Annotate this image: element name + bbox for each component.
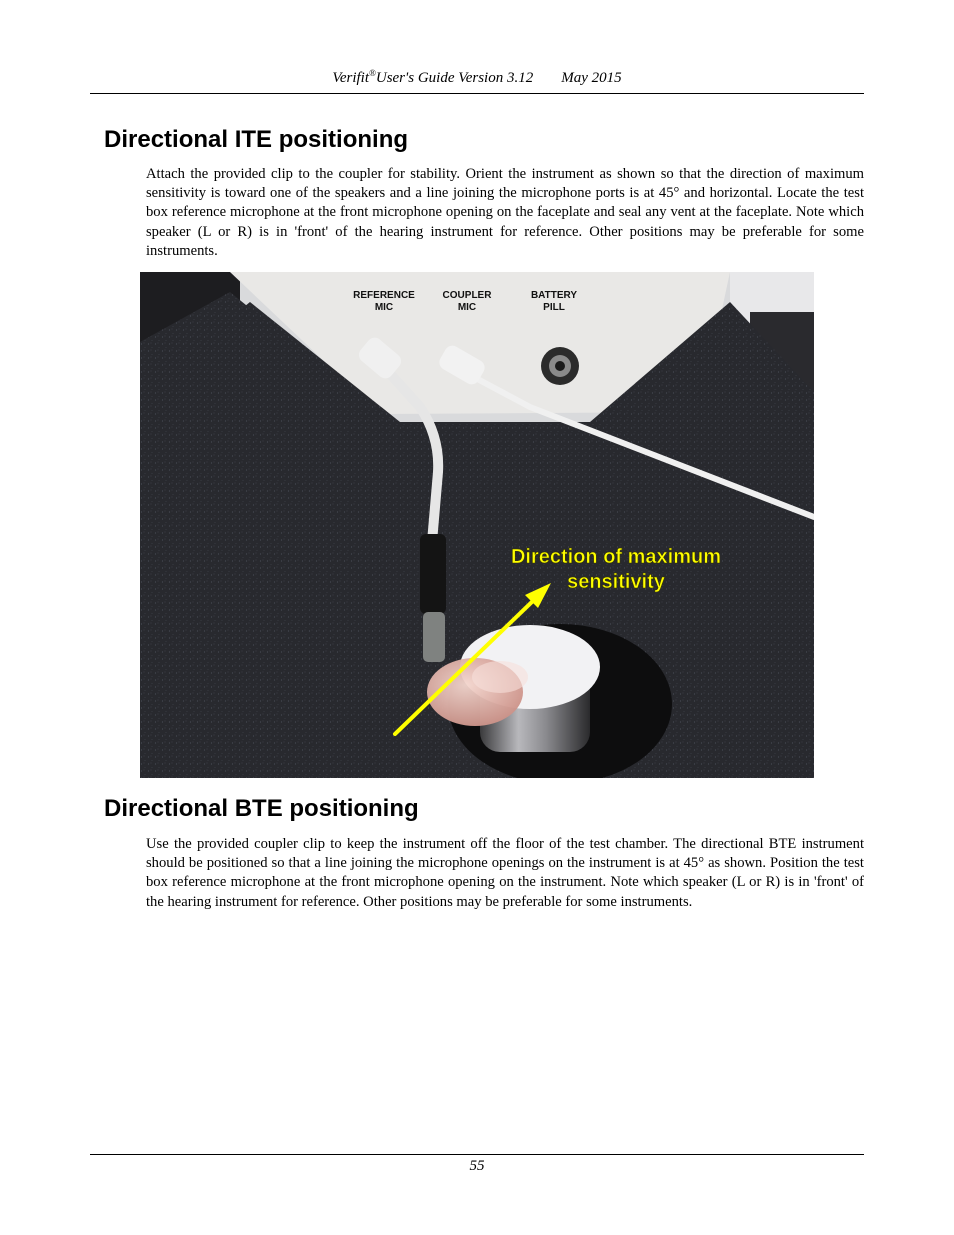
- page-number: 55: [469, 1158, 485, 1174]
- running-header: [90, 68, 864, 87]
- reference-mic-label-2: MIC: [374, 302, 394, 313]
- header-guide: User's Guide Version 3.12: [375, 70, 534, 86]
- microphone-tubing: [420, 534, 446, 614]
- section-title-ite: Directional ITE positioning: [104, 126, 409, 153]
- annotation-line-2: sensitivity: [567, 571, 665, 593]
- header-product: Verifit: [332, 70, 370, 86]
- header-date: May 2015: [561, 70, 622, 86]
- footer-rule: [90, 1154, 864, 1155]
- registered-mark: ®: [369, 68, 376, 78]
- section-title-bte: Directional BTE positioning: [104, 795, 419, 822]
- header-rule: [90, 93, 864, 94]
- battery-pill-label-2: PILL: [543, 302, 565, 313]
- battery-pill-label: BATTERY: [530, 290, 578, 301]
- reference-mic-label: REFERENCE: [353, 290, 415, 301]
- ite-positioning-photo: [140, 272, 814, 778]
- coupler-mic-label: COUPLER: [442, 290, 492, 301]
- coupler-mic-label-2: MIC: [457, 302, 477, 313]
- section-body-bte: Use the provided coupler clip to keep the instrument off the floor of the test chamber. The directional BTE instrument should be positioned so that a line joining the microphone openings on the instrument is at 45° as shown. Position the test box reference microphone at the front microphone opening on the instrument. Note which speaker (L or R) is in 'front' of the hearing instrument for reference. Other positions may be preferable for some instruments.: [146, 836, 864, 910]
- faceplate-labels: [353, 290, 577, 313]
- section-body-ite: Attach the provided clip to the coupler for stability. Orient the instrument as shown so that the direction of maximum sensitivity is toward one of the speakers and a line joining the microphone ports is at 45° and horizontal. Locate the test box reference microphone at the front microphone opening on the faceplate and seal any vent at the faceplate. Note which speaker (L or R) is in 'front' of the hearing instrument for reference. Other positions may be preferable for some instruments.: [146, 166, 864, 259]
- annotation-line-1: Direction of maximum: [510, 546, 722, 568]
